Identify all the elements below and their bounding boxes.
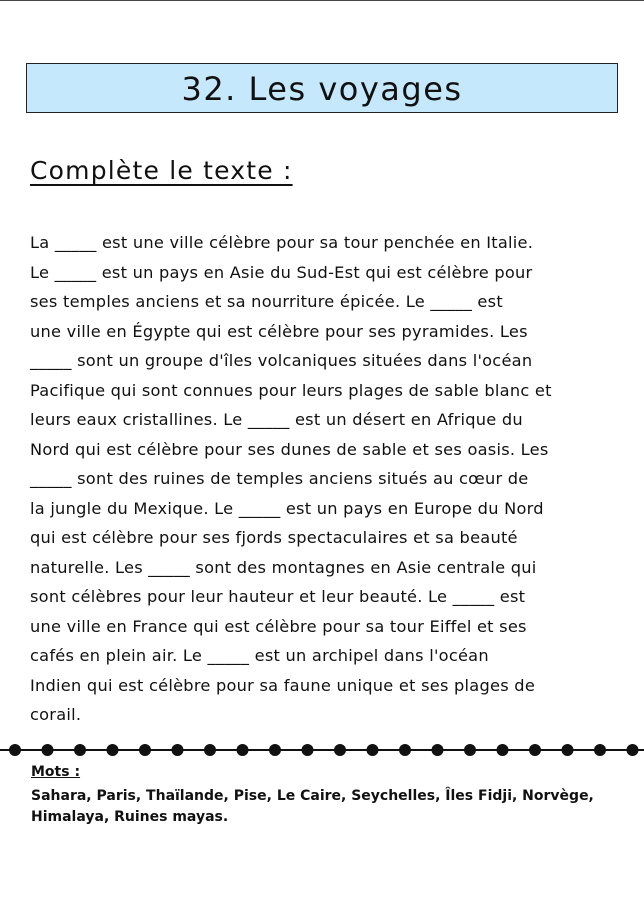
word-bank-line: Himalaya, Ruines mayas. (31, 809, 229, 825)
divider-dot (497, 744, 509, 756)
divider-dot (334, 744, 346, 756)
divider-dot (269, 744, 281, 756)
divider-dot (464, 744, 476, 756)
page-title: 32. Les voyages (181, 70, 463, 108)
divider-dot (172, 744, 184, 756)
paragraph-line: une ville en France qui est célèbre pour sa tour Eiffel et ses (30, 616, 527, 636)
paragraph-line: naturelle. Les _____ sont des montagnes en Asie centrale qui (30, 557, 537, 577)
divider-dot (432, 744, 444, 756)
divider-dot (529, 744, 541, 756)
paragraph-line: Pacifique qui sont connues pour leurs plages de sable blanc et (30, 380, 552, 400)
divider-dot (74, 744, 86, 756)
word-bank-label: Mots : (31, 764, 81, 780)
divider-dot (367, 744, 379, 756)
divider-dot (399, 744, 411, 756)
dotted-divider (0, 740, 644, 760)
paragraph-line: Indien qui est célèbre pour sa faune unique et ses plages de (30, 675, 536, 695)
divider-dot (42, 744, 54, 756)
divider-dot (594, 744, 606, 756)
paragraph-line: corail. (30, 705, 82, 724)
divider-dot (9, 744, 21, 756)
paragraph-line: La _____ est une ville célèbre pour sa tour penchée en Italie. (30, 233, 534, 252)
paragraph-line: cafés en plein air. Le _____ est un archipel dans l'océan (30, 646, 489, 665)
divider-dot (204, 744, 216, 756)
divider-dot (302, 744, 314, 756)
word-bank-list (31, 786, 621, 828)
paragraph-line: sont célèbres pour leur hauteur et leur beauté. Le _____ est (30, 587, 526, 606)
paragraph-line: _____ sont un groupe d'îles volcaniques situées dans l'océan (30, 351, 533, 370)
paragraph-line: leurs eaux cristallines. Le _____ est un désert en Afrique du (30, 410, 523, 429)
paragraph-line: une ville en Égypte qui est célèbre pour ses pyramides. Les (30, 321, 528, 341)
word-bank-line: Sahara, Paris, Thaïlande, Pise, Le Caire, Seychelles, Îles Fidji, Norvège, (31, 788, 594, 804)
divider-dot (237, 744, 249, 756)
divider-dot (627, 744, 639, 756)
paragraph-line: ses temples anciens et sa nourriture épicée. Le _____ est (30, 292, 503, 311)
divider-dot (139, 744, 151, 756)
top-border-line (0, 0, 644, 1)
paragraph-line: _____ sont des ruines de temples anciens situés au cœur de (30, 469, 529, 488)
paragraph-line: la jungle du Mexique. Le _____ est un pays en Europe du Nord (30, 498, 544, 518)
divider-dot (562, 744, 574, 756)
title-banner (26, 63, 618, 113)
paragraph-line: Le _____ est un pays en Asie du Sud-Est qui est célèbre pour (30, 262, 533, 282)
instruction-heading: Complète le texte : (30, 156, 293, 185)
paragraph-line: Nord qui est célèbre pour ses dunes de sable et ses oasis. Les (30, 439, 549, 459)
exercise-paragraph (30, 228, 620, 730)
divider-dot (107, 744, 119, 756)
paragraph-line: qui est célèbre pour ses fjords spectaculaires et sa beauté (30, 528, 518, 547)
